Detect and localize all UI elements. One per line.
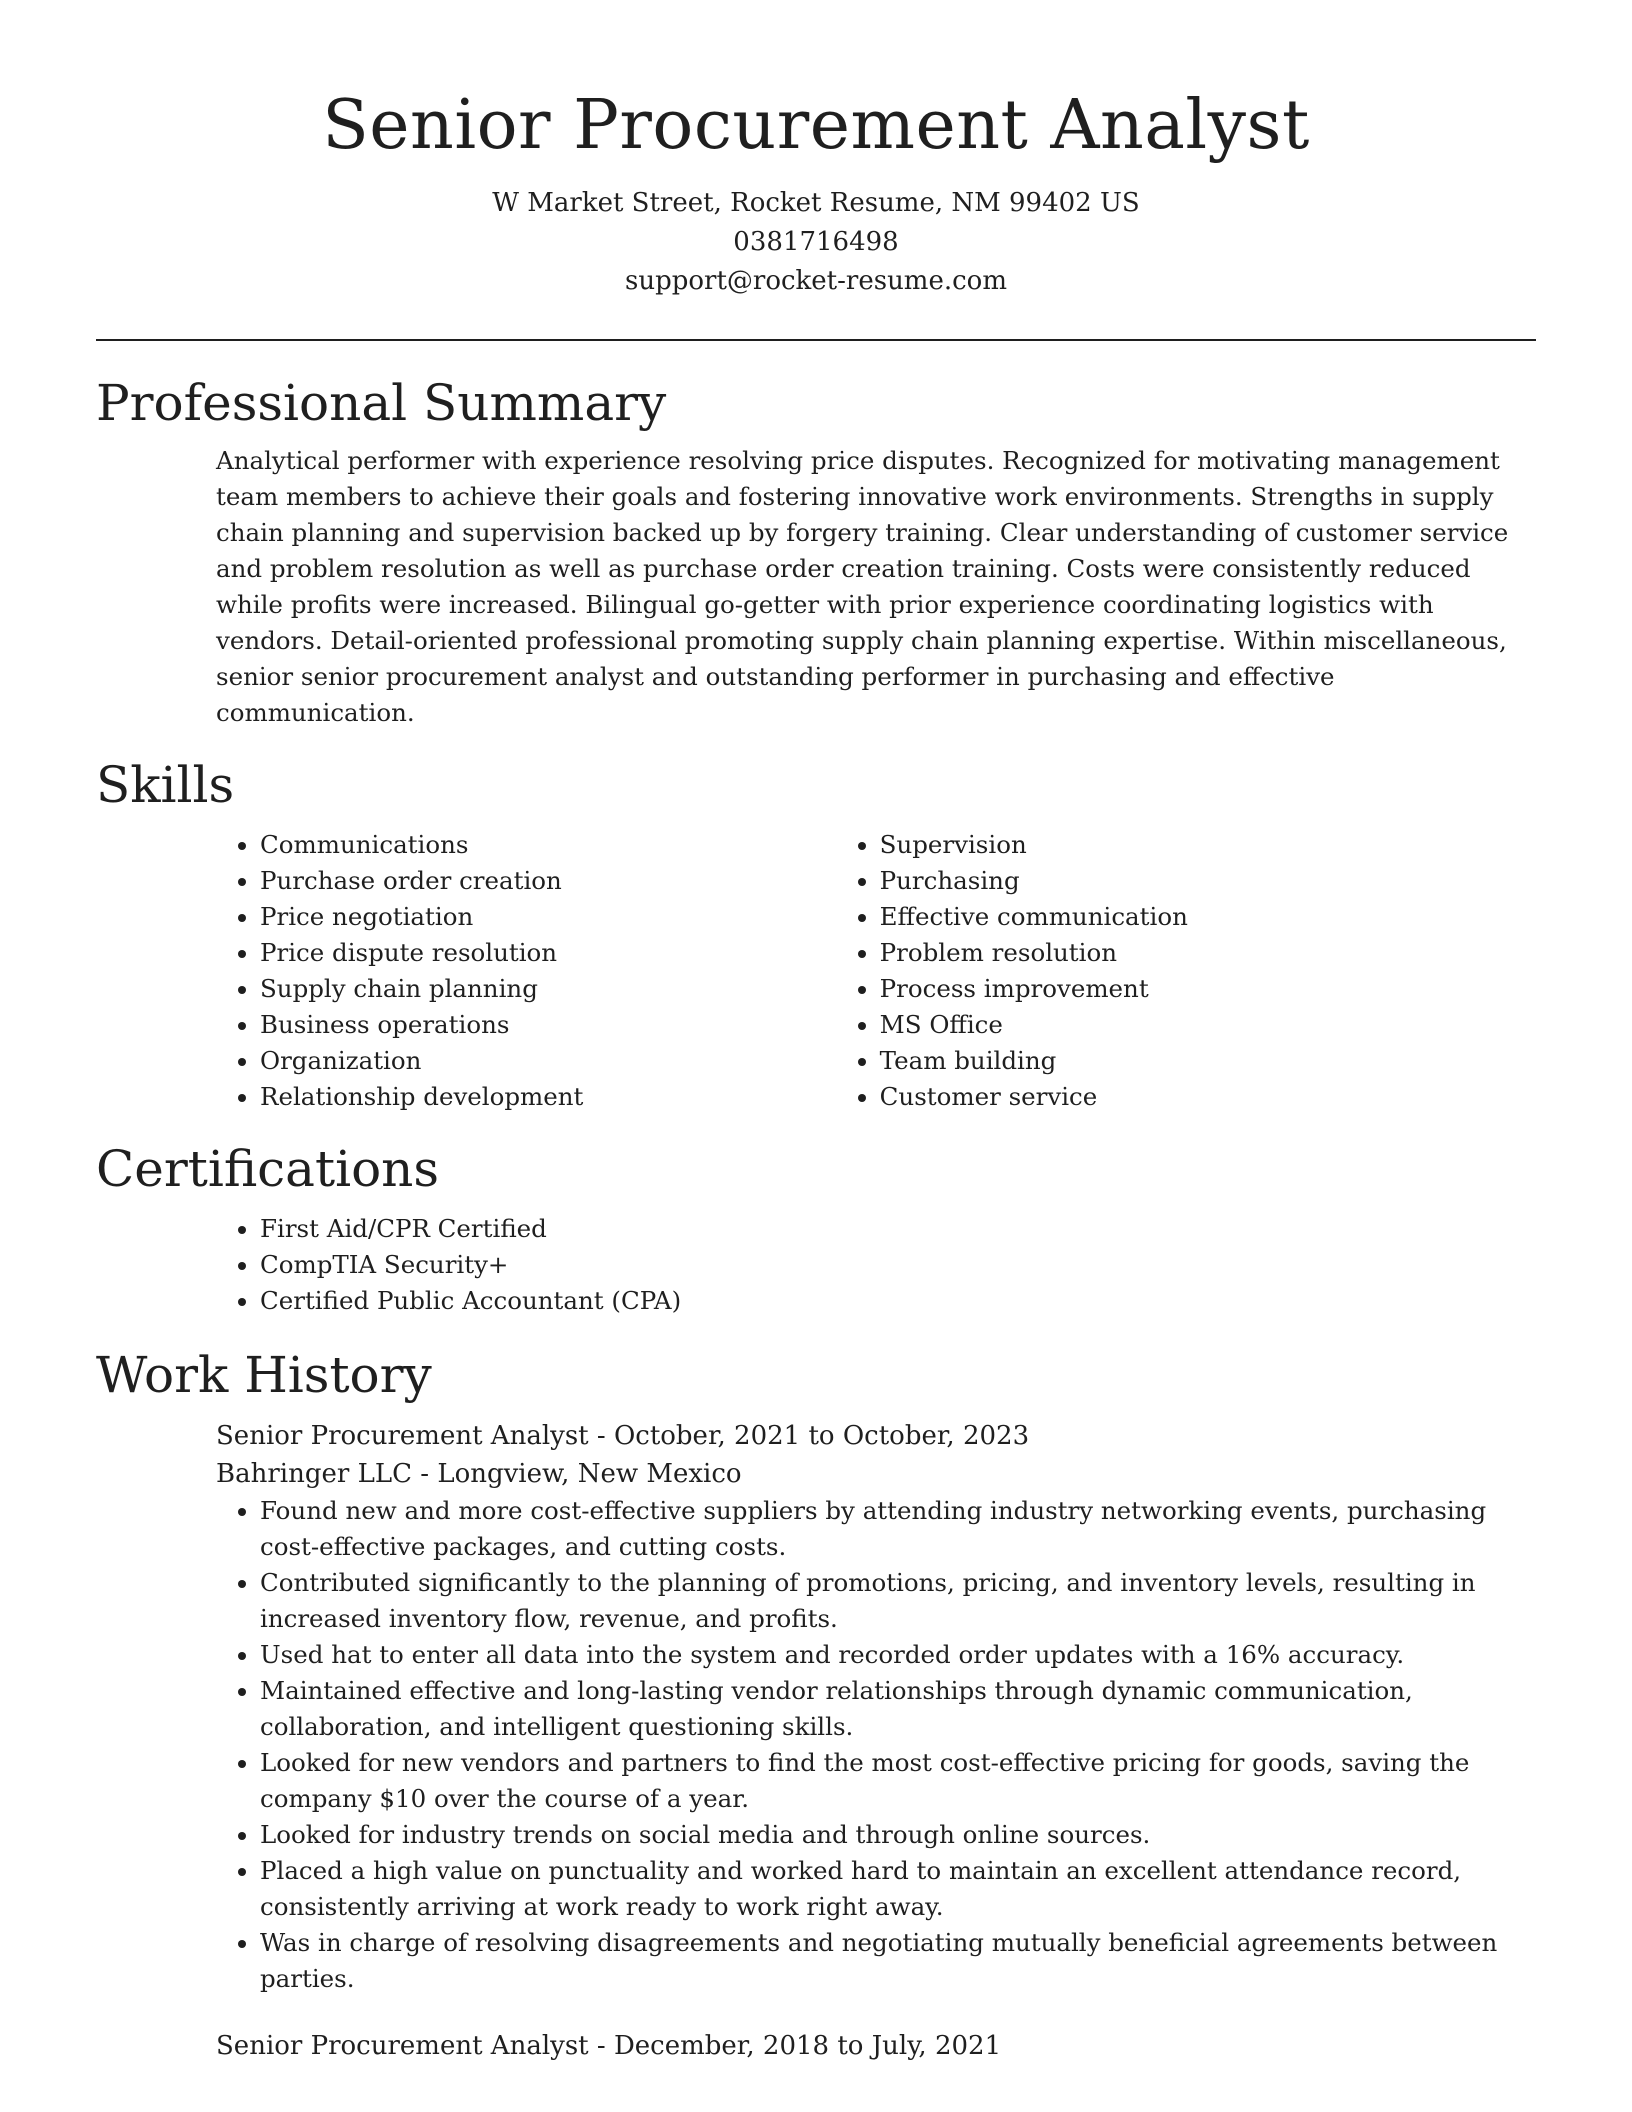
job-title-line: [216, 1417, 1536, 1455]
certifications-list: [96, 1211, 1536, 1319]
job-title: Senior Procurement Analyst: [216, 2031, 589, 2061]
job-duties-list: [96, 1493, 1536, 1997]
job-duty: • Contributed significantly to the planning of promotions, pricing, and inventory levels, resulting in increased inventory flow, revenue, and profits.: [260, 1565, 1536, 1637]
email-address: support@rocket-resume.com: [624, 266, 1007, 296]
header-divider: [96, 339, 1536, 341]
resume-header: [96, 0, 1536, 301]
skill-item: • Purchase order creation: [260, 863, 716, 899]
skill-item: • Price dispute resolution: [260, 935, 716, 971]
certification-item: • Certified Public Accountant (CPA): [260, 1283, 1536, 1319]
job-duty: • Was in charge of resolving disagreements and negotiating mutually beneficial agreements between parties.: [260, 1925, 1536, 1997]
skills-column-2: [716, 827, 1536, 1115]
certification-item: • First Aid/CPR Certified: [260, 1211, 1536, 1247]
work-history-section: [96, 1343, 1536, 2065]
phone-number: 0381716498: [733, 227, 899, 257]
skills-heading: Skills: [96, 756, 235, 814]
skill-item: • Price negotiation: [260, 899, 716, 935]
certification-item: • CompTIA Security+: [260, 1247, 1536, 1283]
skills-section: [96, 753, 1536, 1115]
job-duty: • Found new and more cost-effective suppliers by attending industry networking events, purchasing cost-effective packages, and cutting costs.: [260, 1493, 1536, 1565]
job-entry: [96, 1417, 1536, 1997]
skill-item: • Communications: [260, 827, 716, 863]
job-duty: • Looked for industry trends on social media and through online sources.: [260, 1817, 1536, 1853]
job-title-line: [216, 2027, 1536, 2065]
skill-item: • Relationship development: [260, 1079, 716, 1115]
skill-item: • Process improvement: [880, 971, 1536, 1007]
skill-item: • Organization: [260, 1043, 716, 1079]
skill-item: • Purchasing: [880, 863, 1536, 899]
skill-item: • Customer service: [880, 1079, 1536, 1115]
job-dates: - December, 2018 to July, 2021: [588, 2031, 1002, 2061]
job-dates: - October, 2021 to October, 2023: [588, 1421, 1030, 1451]
skill-item: • MS Office: [880, 1007, 1536, 1043]
job-duty: • Looked for new vendors and partners to find the most cost-effective pricing for goods, saving the company $10 over the course of a year.: [260, 1745, 1536, 1817]
job-company-line: [216, 1455, 1536, 1493]
resume-page: [96, 0, 1536, 2065]
skills-column-1: [96, 827, 716, 1115]
job-title: Senior Procurement Analyst: [216, 1421, 589, 1451]
job-duty: • Placed a high value on punctuality and worked hard to maintain an excellent attendance record, consistently arriving at work ready to work right away.: [260, 1853, 1536, 1925]
summary-heading: Professional Summary: [96, 374, 667, 432]
certifications-section: [96, 1137, 1536, 1319]
address: W Market Street, Rocket Resume, NM 99402 US: [492, 188, 1140, 218]
summary-section: [96, 371, 1536, 731]
work-history-heading: Work History: [96, 1346, 432, 1404]
skill-item: • Supervision: [880, 827, 1536, 863]
job-company: Bahringer LLC: [216, 1459, 412, 1489]
skill-item: • Supply chain planning: [260, 971, 716, 1007]
skill-item: • Problem resolution: [880, 935, 1536, 971]
skill-item: • Business operations: [260, 1007, 716, 1043]
job-entry: [96, 2027, 1536, 2065]
certifications-heading: Certifications: [96, 1140, 440, 1198]
job-duty: • Maintained effective and long-lasting vendor relationships through dynamic communication, collaboration, and intelligent questioning skills.: [260, 1673, 1536, 1745]
job-duty: • Used hat to enter all data into the system and recorded order updates with a 16% accuracy.: [260, 1637, 1536, 1673]
skill-item: • Effective communication: [880, 899, 1536, 935]
job-location: - Longview, New Mexico: [412, 1459, 742, 1489]
candidate-name: Senior Procurement Analyst: [322, 86, 1310, 165]
skills-grid: [96, 827, 1536, 1115]
skill-item: • Team building: [880, 1043, 1536, 1079]
summary-text: Analytical performer with experience resolving price disputes. Recognized for motivating management team members to achieve their goals and fostering innovative work environments. Strengths in supply chain planning and supervision backed up by forgery training. Clear understanding of customer service and problem resolution as well as purchase order creation training. Costs were consistently reduced while profits were increased. Bilingual go-getter with prior experience coordinating logistics with vendors. Detail-oriented professional promoting supply chain planning expertise. Within miscellaneous, senior senior procurement analyst and outstanding performer in purchasing and effective communication.: [216, 446, 1509, 727]
